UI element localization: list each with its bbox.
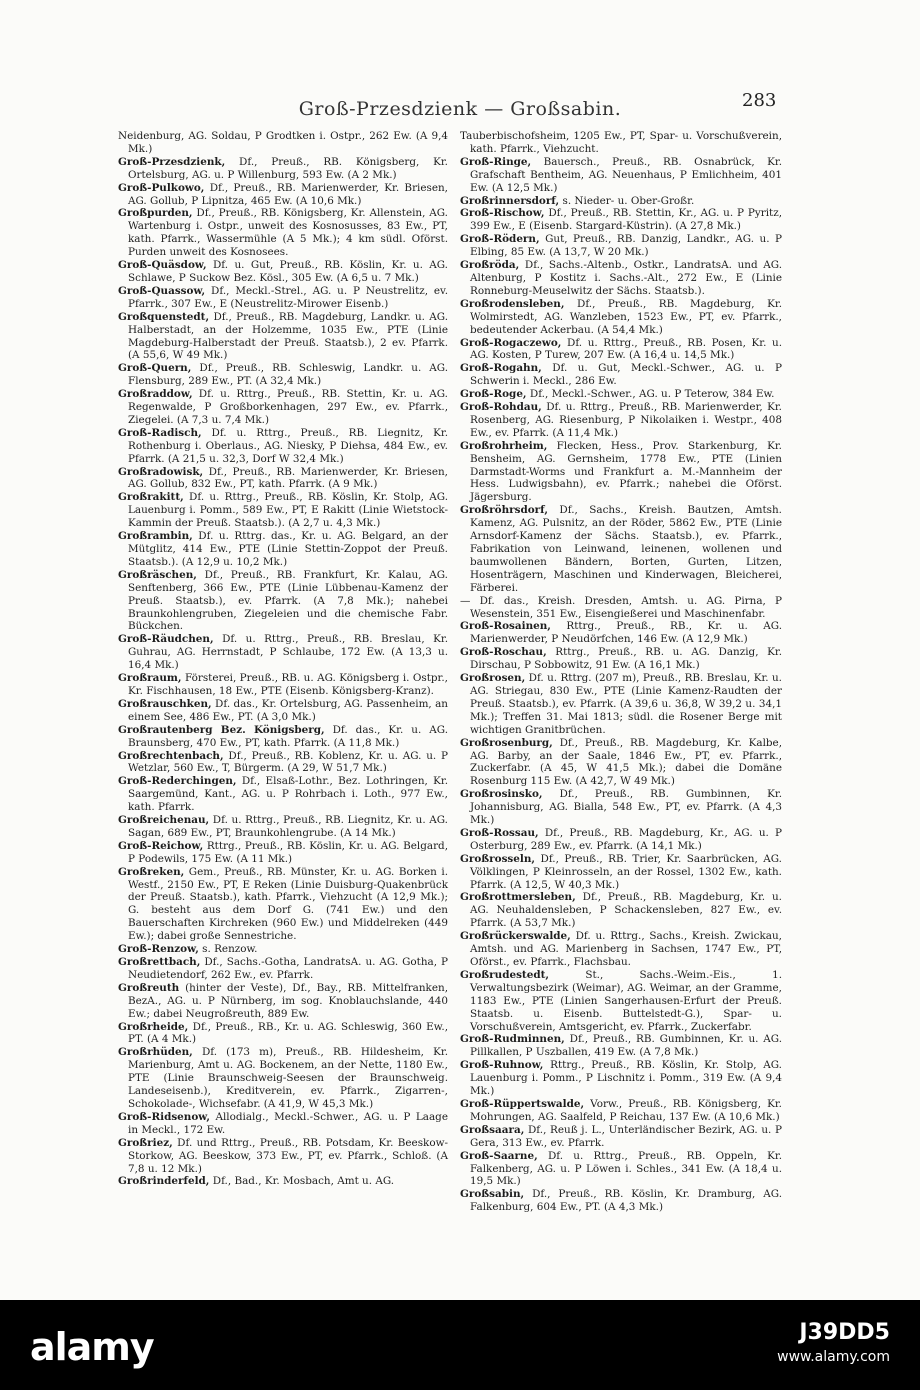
image-id: J39DD5 bbox=[799, 1320, 890, 1345]
entry-text: Df. das., Kr. u. AG. Braunsberg, 470 Ew., PT, kath. Pfarrk. (A 11,8 Mk.) bbox=[128, 723, 448, 749]
gazetteer-entry bbox=[118, 840, 448, 866]
entry-name: Großrettbach, bbox=[118, 956, 201, 968]
entry-text: Vorw., Preuß., RB. Königsberg, Kr. Mohrungen, AG. Saalfeld, P Reichau, 137 Ew. (A 10,6 Mk.) bbox=[470, 1097, 782, 1123]
entry-text: Rttrg., Preuß., RB. u. AG. Danzig, Kr. Dirschau, P Sobbowitz, 91 Ew. (A 16,1 Mk.) bbox=[470, 646, 782, 672]
gazetteer-entry bbox=[118, 814, 448, 840]
gazetteer-entry bbox=[460, 853, 782, 892]
entry-text: Df., Preuß., RB. Königsberg, Kr. Ortelsburg, AG. u. P Willenburg, 593 Ew. (A 2 Mk.) bbox=[128, 155, 448, 181]
gazetteer-entry bbox=[118, 311, 448, 363]
gazetteer-entry bbox=[460, 1033, 782, 1059]
gazetteer-entry bbox=[460, 401, 782, 440]
entry-name: Groß-Quäsdow, bbox=[118, 259, 207, 272]
entry-text: Df., Sachs., Kreish. Bautzen, Amtsh. Kamenz, AG. Pulsnitz, an der Röder, 5862 Ew., PTE (Linie Arnsdorf-Kamenz der Sächs. Staatsb.), ev. Pfarrk., Fabrikation von Leinwand, leinenen, wollenen und baumwollenen Bändern, Borten, Gurten, Litzen, Hosenträgern, Maschinen und Kinderwagen, Bleicherei, Färberei. bbox=[470, 504, 782, 594]
gazetteer-entry bbox=[460, 1059, 782, 1098]
entry-name: Großrückerswalde, bbox=[460, 930, 571, 943]
entry-text: Df., Meckl.-Schwer., AG. u. P Teterow, 384 Ew. bbox=[529, 388, 775, 401]
entry-name: Großrauschken, bbox=[118, 697, 212, 710]
gazetteer-entry bbox=[118, 750, 448, 776]
entry-text: Df., Preuß., RB. Königsberg, Kr. Allenstein, AG. Wartenburg i. Ostpr., unweit des Kosnosusses, 83 Ew., PT, kath. Pfarrk., Wassermühle (A 5 Mk.); 4 km südl. Oförst. Purden unweit des Kosnosees. bbox=[128, 207, 448, 259]
entry-text: Df., Preuß., RB. Magdeburg, Kr., AG. u. P Osterburg, 289 Ew., ev. Pfarrk. (A 14,1 Mk.) bbox=[470, 826, 782, 852]
gazetteer-entry bbox=[118, 943, 448, 956]
entry-name: Großrosen, bbox=[460, 672, 526, 685]
gazetteer-entry bbox=[460, 156, 782, 195]
gazetteer-entry bbox=[460, 672, 782, 737]
gazetteer-entry bbox=[460, 130, 782, 156]
gazetteer-entry bbox=[118, 775, 448, 814]
gazetteer-entry bbox=[460, 388, 782, 401]
entry-name: Großquenstedt, bbox=[118, 310, 210, 323]
site-url: www.alamy.com bbox=[777, 1349, 890, 1365]
entry-text: Df., Bad., Kr. Mosbach, Amt u. AG. bbox=[212, 1175, 395, 1188]
entry-name: Großrinderfeld, bbox=[118, 1175, 210, 1188]
gazetteer-entry bbox=[118, 1137, 448, 1176]
gazetteer-entry bbox=[460, 298, 782, 337]
entry-name: Großrautenberg Bez. Königsberg, bbox=[118, 723, 325, 736]
entry-text: (hinter der Veste), Df., Bay., RB. Mittelfranken, BezA., AG. u. P Nürnberg, im sog. Knoblauchslande, 440 Ew.; dabei Neugroßreuth, 889 Ew. bbox=[128, 981, 449, 1020]
entry-name: Großrechtenbach, bbox=[118, 749, 224, 762]
gazetteer-entry bbox=[118, 156, 448, 182]
entry-text: Rttrg., Preuß., RB. Köslin, Kr. Stolp, AG. Lauenburg i. Pomm., P Lischnitz i. Pomm., 319 Ew. (A 9,4 Mk.) bbox=[470, 1059, 782, 1098]
entry-text: Df., Preuß., RB. Gumbinnen, Kr. Johannisburg, AG. Bialla, 548 Ew., PT, ev. Pfarrk. (A 4,3 Mk.) bbox=[470, 788, 783, 827]
entry-text: Neidenburg, AG. Soldau, P Grodtken i. Ostpr., 262 Ew. (A 9,4 Mk.) bbox=[118, 130, 448, 155]
gazetteer-entry bbox=[118, 569, 448, 634]
entry-text: Df. u. Rttrg., Preuß., RB. Oppeln, Kr. Falkenberg, AG. u. P Löwen i. Schles., 341 Ew. (A 18,4 u. 19,5 Mk.) bbox=[470, 1149, 782, 1188]
gazetteer-entry bbox=[118, 130, 448, 156]
entry-name: Groß-Rohdau, bbox=[460, 401, 542, 414]
entry-text: Bauersch., Preuß., RB. Osnabrück, Kr. Grafschaft Bentheim, AG. Neuenhaus, P Emlichheim, 401 Ew. (A 12,5 Mk.) bbox=[470, 155, 782, 194]
entry-name: Großreichenau, bbox=[118, 814, 210, 827]
entry-name: Großröhrsdorf, bbox=[460, 504, 548, 517]
entry-name: Großrosseln, bbox=[460, 852, 536, 865]
gazetteer-entry bbox=[460, 440, 782, 505]
entry-text: Df., Preuß., RB., Kr. u. AG. Schleswig, 360 Ew., PT. (A 4 Mk.) bbox=[128, 1020, 449, 1046]
page-number: 283 bbox=[742, 90, 777, 111]
entry-text: Tauberbischofsheim, 1205 Ew., PT, Spar- u. Vorschußverein, kath. Pfarrk., Viehzucht. bbox=[460, 130, 782, 155]
entry-text: Df. u. Rttrg., Preuß., RB. Liegnitz, Kr. Rothenburg i. Oberlaus., AG. Niesky, P Diehsa, 484 Ew., ev. Pfarrk. (A 21,5 u. 32,3, Dorf W 32,4 Mk.) bbox=[128, 426, 448, 465]
entry-text: Df., Preuß., RB. Magdeburg, Kr. u. AG. Neuhaldensleben, P Schackensleben, 827 Ew., ev. Pfarrk. (A 53,7 Mk.) bbox=[470, 891, 782, 930]
entry-text: Df. das., Kr. Ortelsburg, AG. Passenheim, an einem See, 486 Ew., PT. (A 3,0 Mk.) bbox=[128, 697, 449, 723]
gazetteer-entry bbox=[118, 1021, 448, 1047]
entry-text: Gem., Preuß., RB. Münster, Kr. u. AG. Borken i. Westf., 2150 Ew., PT, E Reken (Linie Duisburg-Quakenbrück der Preuß. Staatsb.), kath. Pfarrk., Viehzucht (A 12,9 Mk.); G. besteht aus dem Dorf G. (741 Ew.) und den Bauerschaften Kirchreken (960 Ew.) und Middelreken (449 Ew.); dabei große Sennestriche. bbox=[128, 865, 448, 943]
gazetteer-entry bbox=[460, 504, 782, 594]
entry-name: Groß-Quern, bbox=[118, 362, 192, 375]
entry-text: Rttrg., Preuß., RB. Köslin, Kr. u. AG. Belgard, P Podewils, 175 Ew. (A 11 Mk.) bbox=[128, 839, 448, 865]
image-info bbox=[777, 1320, 890, 1365]
entry-text: Df., Elsaß-Lothr., Bez. Lothringen, Kr. Saargemünd, Kant., AG. u. P Rohrbach i. Loth., 977 Ew., kath. Pfarrk. bbox=[128, 775, 448, 814]
gazetteer-entry bbox=[460, 1124, 782, 1150]
entry-text: Df. und Rttrg., Preuß., RB. Potsdam, Kr. Beeskow-Storkow, AG. Beeskow, 373 Ew., PT, ev. Pfarrk., Schloß. (A 7,8 u. 12 Mk.) bbox=[128, 1136, 448, 1175]
gazetteer-entry bbox=[118, 1175, 448, 1188]
gazetteer-entry bbox=[118, 866, 448, 943]
entry-text: Df. u. Rttrg. (207 m), Preuß., RB. Breslau, Kr. u. AG. Striegau, 830 Ew., PTE (Linie Kamenz-Raudten der Preuß. Staatsb.), ev. Pfarrk. (A 39,6 u. 36,8, W 39,2 u. 34,1 Mk.); Treffen 31. Mai 1813; südl. die Rosener Berge mit wichtigen Granitbrüchen. bbox=[470, 672, 782, 736]
gazetteer-entry bbox=[118, 285, 448, 311]
entry-name: Großradowisk, bbox=[118, 465, 204, 478]
gazetteer-entry bbox=[460, 207, 782, 233]
entry-text: Df. u. Rttrg., Sachs., Kreish. Zwickau, Amtsh. und AG. Marienberg in Sachsen, 1747 Ew., PT, Oförst., ev. Pfarrk., Flachsbau. bbox=[470, 930, 782, 968]
entry-text: Df., Preuß., RB. Koblenz, Kr. u. AG. u. P Wetzlar, 560 Ew., T, Bürgerm. (A 29, W 51,7 Mk.) bbox=[128, 749, 448, 775]
entry-text: Df., Meckl.-Strel., AG. u. P Neustrelitz, ev. Pfarrk., 307 Ew., E (Neustrelitz-Mirower Eisenb.) bbox=[128, 284, 448, 310]
gazetteer-entry bbox=[118, 672, 448, 698]
entry-name: Groß-Rudminnen, bbox=[460, 1033, 565, 1046]
entry-name: Großreken, bbox=[118, 865, 185, 878]
entry-name: Großrudestedt, bbox=[460, 968, 550, 981]
entry-name: Groß-Pulkowo, bbox=[118, 181, 205, 194]
entry-name: Großräschen, bbox=[118, 568, 197, 581]
entry-name: Großpurden, bbox=[118, 207, 193, 220]
entry-name: Groß-Rischow, bbox=[460, 207, 545, 220]
entry-text: Df., Preuß., RB. Magdeburg, Kr. Wolmirstedt, AG. Wanzleben, 1523 Ew., PT, ev. Pfarrk., bedeutender Ackerbau. (A 54,4 Mk.) bbox=[470, 297, 782, 336]
entry-text: s. Renzow. bbox=[202, 943, 258, 956]
entry-text: Df. u. Rttrg., Preuß., RB. Köslin, Kr. Stolp, AG. Lauenburg i. Pomm., 589 Ew., PT, E Rakitt (Linie Wietstock-Kammin der Preuß. Staatsb.). (A 2,7 u. 4,3 Mk.) bbox=[128, 491, 448, 530]
entry-name: Großrottmersleben, bbox=[460, 891, 576, 904]
gazetteer-entry bbox=[118, 1111, 448, 1137]
gazetteer-entry bbox=[118, 633, 448, 672]
entry-text: Gut, Preuß., RB. Danzig, Landkr., AG. u. P Elbing, 85 Ew. (A 13,7, W 20 Mk.) bbox=[470, 233, 782, 259]
gazetteer-entry bbox=[118, 427, 448, 466]
entry-name: Großröda, bbox=[460, 259, 520, 272]
gazetteer-entry bbox=[460, 1150, 782, 1189]
entry-text: Df., Sachs.-Gotha, LandratsA. u. AG. Gotha, P Neudietendorf, 262 Ew., ev. Pfarrk. bbox=[128, 956, 448, 981]
gazetteer-entry bbox=[460, 737, 782, 789]
entry-text: — Df. das., Kreish. Dresden, Amtsh. u. AG. Pirna, P Wesenstein, 351 Ew., Eisengießerei und Maschinenfabr. bbox=[460, 594, 782, 620]
entry-name: Groß-Rogaczewo, bbox=[460, 336, 562, 349]
entry-name: Groß-Rosainen, bbox=[460, 620, 551, 633]
entry-name: Großsaara, bbox=[460, 1123, 525, 1136]
gazetteer-entry bbox=[118, 182, 448, 208]
entry-text: Df. u. Gut, Meckl.-Schwer., AG. u. P Schwerin i. Meckl., 286 Ew. bbox=[470, 362, 782, 388]
entry-name: Großrinnersdorf, bbox=[460, 194, 560, 207]
entry-text: Df., Preuß., RB. Schleswig, Landkr. u. AG. Flensburg, 289 Ew., PT. (A 32,4 Mk.) bbox=[128, 362, 448, 388]
gazetteer-entry bbox=[118, 207, 448, 259]
entry-name: Groß-Przesdzienk, bbox=[118, 155, 226, 168]
entry-text: Df., Preuß., RB. Frankfurt, Kr. Kalau, AG. Senftenberg, 366 Ew., PTE (Linie Lübbenau-Kamenz der Preuß. Staatsb.), ev. Pfarrk. (A 7,8 Mk.); nahebei Braunkohlengruben, Ziegeleien und die chemische Fabr. Bückchen. bbox=[128, 568, 448, 633]
entry-name: Groß-Ridsenow, bbox=[118, 1110, 210, 1123]
gazetteer-entry bbox=[460, 195, 782, 208]
entry-text: Allodialg., Meckl.-Schwer., AG. u. P Laage in Meckl., 172 Ew. bbox=[128, 1110, 448, 1136]
gazetteer-entry bbox=[118, 362, 448, 388]
entry-name: Großrohrheim, bbox=[460, 439, 548, 452]
gazetteer-entry bbox=[460, 969, 782, 1034]
gazetteer-entry bbox=[460, 337, 782, 363]
entry-text: Df., Preuß., RB. Stettin, Kr., AG. u. P Pyritz, 399 Ew., E (Eisenb. Stargard-Küstrin). (A 27,8 Mk.) bbox=[470, 207, 783, 233]
entry-name: Großrosenburg, bbox=[460, 736, 553, 749]
entry-name: Großraddow, bbox=[118, 388, 193, 401]
entry-name: Großsabin, bbox=[460, 1188, 525, 1201]
gazetteer-entry bbox=[118, 1046, 448, 1111]
entry-name: Groß-Radisch, bbox=[118, 426, 202, 439]
entry-text: Flecken, Hess., Prov. Starkenburg, Kr. Bensheim, AG. Gernsheim, 1778 Ew., PTE (Linien Darmstadt-Worms und Frankfurt a. M.-Mannheim der Hess. Ludwigsbahn), ev. Pfarrk.; nahebei die Oförst. Jägersburg. bbox=[470, 439, 782, 504]
gazetteer-entry bbox=[118, 491, 448, 530]
entry-text: Df., Preuß., RB. Trier, Kr. Saarbrücken, AG. Völklingen, P Kleinrosseln, an der Rossel, 1302 Ew., kath. Pfarrk. (A 12,5, W 40,3 Mk.) bbox=[470, 852, 782, 891]
gazetteer-entry bbox=[460, 930, 782, 969]
gazetteer-entry bbox=[460, 362, 782, 388]
gazetteer-entry bbox=[460, 646, 782, 672]
entry-text: Df. u. Rttrg., Preuß., RB. Breslau, Kr. Guhrau, AG. Herrnstadt, P Schlaube, 172 Ew. (A 13,3 u. 16,4 Mk.) bbox=[128, 633, 448, 672]
entry-name: Groß-Räudchen, bbox=[118, 633, 214, 646]
entry-text: Df. u. Rttrg., Preuß., RB. Liegnitz, Kr. u. AG. Sagan, 689 Ew., PT, Braunkohlengrube. (A 14 Mk.) bbox=[128, 814, 448, 839]
gazetteer-entry bbox=[460, 788, 782, 827]
left-column bbox=[118, 130, 449, 1188]
entry-text: Df., Reuß j. L., Unterländischer Bezirk, AG. u. P Gera, 313 Ew., ev. Pfarrk. bbox=[470, 1123, 782, 1149]
gazetteer-entry bbox=[118, 982, 448, 1021]
gazetteer-entry bbox=[118, 466, 448, 492]
watermark-footer bbox=[0, 1300, 920, 1390]
entry-name: Groß-Rüppertswalde, bbox=[460, 1097, 585, 1110]
entry-name: Großrakitt, bbox=[118, 491, 184, 504]
gazetteer-entry bbox=[118, 724, 448, 750]
entry-text: Df. u. Rttrg. das., Kr. u. AG. Belgard, an der Mütglitz, 414 Ew., PTE (Linie Stettin-Zoppot der Preuß. Staatsb.). (A 12,9 u. 10,2 Mk.) bbox=[128, 530, 448, 568]
entry-name: Groß-Rödern, bbox=[460, 233, 540, 246]
entry-text: Df., Preuß., RB. Köslin, Kr. Dramburg, AG. Falkenburg, 604 Ew., PT. (A 4,3 Mk.) bbox=[470, 1188, 782, 1214]
entry-name: Groß-Rederchingen, bbox=[118, 775, 237, 788]
entry-text: Df., Preuß., RB. Marienwerder, Kr. Briesen, AG. Gollub, 832 Ew., PT, kath. Pfarrk. (A 9 Mk.) bbox=[128, 465, 448, 491]
gazetteer-entry bbox=[460, 233, 782, 259]
entry-name: Groß-Ruhnow, bbox=[460, 1059, 544, 1072]
entry-name: Großrosinsko, bbox=[460, 788, 543, 801]
gazetteer-entry bbox=[118, 956, 448, 982]
entry-name: Großreuth bbox=[118, 981, 180, 994]
entry-text: s. Nieder- u. Ober-Großr. bbox=[562, 194, 695, 207]
gazetteer-entry bbox=[118, 530, 448, 569]
entry-name: Großraum, bbox=[118, 672, 182, 685]
entry-name: Großriez, bbox=[118, 1136, 173, 1149]
gazetteer-entry bbox=[460, 891, 782, 930]
entry-text: Df., Sachs.-Altenb., Ostkr., LandratsA. und AG. Altenburg, P Kostitz i. Sachs.-Alt., 272 Ew., E (Linie Ronneburg-Meuselwitz der Sächs. Staatsb.). bbox=[470, 259, 783, 297]
entry-text: Df. (173 m), Preuß., RB. Hildesheim, Kr. Marienburg, Amt u. AG. Bockenem, an der Nette, 1180 Ew., PTE (Linie Braunschweig-Seesen der Braunschweig. Landeseisenb.), Kreditverein, ev. Pfarrk., Zigarren-, Schokolade-, Wichsefabr. (A 41,9, W 45,3 Mk.) bbox=[128, 1046, 448, 1110]
brand-logo: alamy bbox=[30, 1325, 154, 1369]
gazetteer-entry bbox=[460, 595, 782, 621]
entry-text: Df. u. Rttrg., Preuß., RB. Posen, Kr. u. AG. Kosten, P Turew, 207 Ew. (A 16,4 u. 14,5 Mk.) bbox=[470, 336, 782, 362]
gazetteer-entry bbox=[118, 698, 448, 724]
entry-name: Groß-Rossau, bbox=[460, 826, 539, 839]
entry-text: Df., Preuß., RB. Magdeburg, Kr. Kalbe, AG. Barby, an der Saale, 1846 Ew., PT, ev. Pfarrk., Zuckerfabr. (A 45, W 41,5 Mk.); dabei die Domäne Rosenburg 115 Ew. (A 42,7, W 49 Mk.) bbox=[470, 736, 782, 788]
entry-name: Großrhüden, bbox=[118, 1046, 193, 1059]
entry-text: St., Sachs.-Weim.-Eis., 1. Verwaltungsbezirk (Weimar), AG. Weimar, an der Gramme, 1183 Ew., PTE (Linien Sangerhausen-Erfurt der Preuß. Staatsb. u. Eisenb. Buttelstedt-G.), Spar- u. Vorschußverein, Amtsgericht, ev. Pfarrk., Zuckerfabr. bbox=[470, 968, 782, 1033]
entry-name: Großrambin, bbox=[118, 530, 193, 543]
gazetteer-entry bbox=[460, 620, 782, 646]
entry-name: Großrheide, bbox=[118, 1020, 189, 1033]
gazetteer-entry bbox=[118, 259, 448, 285]
gazetteer-entry bbox=[460, 259, 782, 298]
entry-text: Df. u. Rttrg., Preuß., RB. Marienwerder, Kr. Rosenberg, AG. Riesenburg, P Nikolaiken i. Westpr., 408 Ew., ev. Pfarrk. (A 11,4 Mk.) bbox=[470, 401, 782, 439]
entry-name: Großrodensleben, bbox=[460, 297, 565, 310]
entry-name: Groß-Roschau, bbox=[460, 646, 547, 659]
entry-name: Groß-Renzow, bbox=[118, 943, 199, 956]
entry-text: Df., Preuß., RB. Marienwerder, Kr. Briesen, AG. Gollub, P Lipnitza, 465 Ew. (A 10,6 Mk.) bbox=[128, 181, 448, 207]
entry-text: Df. u. Gut, Preuß., RB. Köslin, Kr. u. AG. Schlawe, P Suckow Bez. Kösl., 305 Ew. (A 6,5 u. 7 Mk.) bbox=[128, 259, 448, 284]
entry-name: Groß-Saarne, bbox=[460, 1149, 538, 1162]
entry-text: Df. u. Rttrg., Preuß., RB. Stettin, Kr. u. AG. Regenwalde, P Großborkenhagen, 297 Ew., ev. Pfarrk., Ziegelei. (A 7,3 u. 7,4 Mk.) bbox=[128, 388, 448, 426]
entry-text: Försterei, Preuß., RB. u. AG. Königsberg i. Ostpr., Kr. Fischhausen, 18 Ew., PTE (Eisenb. Königsberg-Kranz). bbox=[128, 672, 448, 697]
running-header: Groß-Przesdzienk — Großsabin. bbox=[298, 98, 622, 120]
entry-name: Groß-Ringe, bbox=[460, 155, 532, 168]
entry-name: Groß-Roge, bbox=[460, 388, 527, 401]
entry-name: Groß-Quassow, bbox=[118, 284, 206, 297]
entry-text: Rttrg., Preuß., RB., Kr. u. AG. Marienwerder, P Neudörfchen, 146 Ew. (A 12,9 Mk.) bbox=[470, 620, 782, 646]
entry-name: Groß-Rogahn, bbox=[460, 362, 542, 375]
gazetteer-entry bbox=[460, 1098, 782, 1124]
gazetteer-entry bbox=[460, 1188, 782, 1214]
right-column bbox=[460, 130, 783, 1214]
gazetteer-entry bbox=[460, 827, 782, 853]
entry-text: Df., Preuß., RB. Magdeburg, Landkr. u. AG. Halberstadt, an der Holzemme, 1035 Ew., PTE (Linie Magdeburg-Halberstadt der Preuß. Staatsb.), 2 ev. Pfarrk. (A 55,6, W 49 Mk.) bbox=[128, 310, 448, 362]
entry-text: Df., Preuß., RB. Gumbinnen, Kr. u. AG. Pillkallen, P Uszballen, 419 Ew. (A 7,8 Mk.) bbox=[470, 1033, 782, 1059]
gazetteer-entry bbox=[118, 388, 448, 427]
entry-name: Groß-Reichow, bbox=[118, 839, 204, 852]
